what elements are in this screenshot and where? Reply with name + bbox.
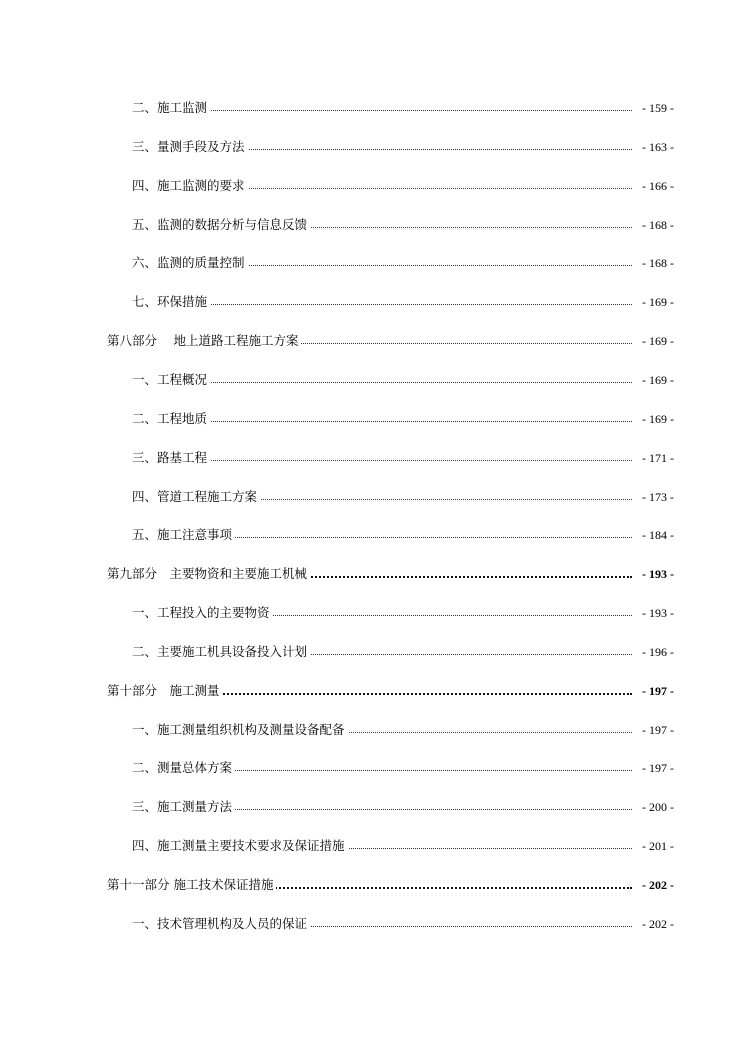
toc-entry-page-number: - 202 - (641, 913, 674, 935)
toc-entry-title: 四、管道工程施工方案 (132, 486, 260, 508)
toc-entry-page-number: - 196 - (641, 641, 674, 663)
toc-entry-page-number: - 193 - (641, 602, 674, 624)
toc-entry-title: 一、施工测量组织机构及测量设备配备 (132, 719, 348, 741)
toc-entry[interactable] (0, 641, 744, 663)
toc-entry[interactable] (0, 408, 744, 430)
toc-entry-title: 第十一部分 施工技术保证措施 (107, 874, 276, 896)
toc-entry-title: 第十部分 施工测量 (107, 680, 223, 702)
toc-entry-title: 五、监测的数据分析与信息反馈 (132, 214, 310, 236)
toc-entry-page-number: - 173 - (641, 486, 674, 508)
toc-entry[interactable] (0, 486, 744, 508)
toc-entry-page-number: - 202 - (641, 874, 674, 896)
toc-entry-title: 二、工程地质 (132, 408, 210, 430)
toc-entry-title: 第八部分 地上道路工程施工方案 (107, 330, 301, 352)
toc-entry[interactable] (0, 524, 744, 546)
toc-leader-dots (200, 265, 632, 266)
toc-entry[interactable] (0, 563, 744, 585)
toc-entry-page-number: - 163 - (641, 136, 674, 158)
toc-entry-title: 四、施工测量主要技术要求及保证措施 (132, 835, 348, 857)
toc-entry[interactable] (0, 680, 744, 702)
toc-leader-dots (200, 537, 632, 538)
toc-entry-title: 三、施工测量方法 (132, 796, 235, 818)
toc-leader-dots (200, 304, 632, 305)
toc-entry-title: 二、主要施工机具设备投入计划 (132, 641, 310, 663)
toc-leader-dots (200, 188, 632, 189)
toc-entry-title: 三、量测手段及方法 (132, 136, 248, 158)
toc-entry[interactable] (0, 757, 744, 779)
toc-entry-page-number: - 169 - (641, 369, 674, 391)
toc-leader-dots (200, 770, 632, 771)
toc-leader-dots (200, 499, 632, 500)
toc-entry-page-number: - 168 - (641, 214, 674, 236)
toc-entry-page-number: - 201 - (641, 835, 674, 857)
toc-entry-title: 一、工程投入的主要物资 (132, 602, 273, 624)
toc-entry[interactable] (0, 796, 744, 818)
toc-entry[interactable] (0, 252, 744, 274)
toc-entry-page-number: - 200 - (641, 796, 674, 818)
toc-entry-page-number: - 184 - (641, 524, 674, 546)
toc-leader-dots (200, 382, 632, 383)
toc-leader-dots (200, 693, 632, 695)
toc-leader-dots (200, 460, 632, 461)
toc-leader-dots (200, 149, 632, 150)
toc-entry-title: 一、工程概况 (132, 369, 210, 391)
toc-entry-title: 五、施工注意事项 (132, 524, 235, 546)
toc-entry[interactable] (0, 136, 744, 158)
toc-leader-dots (200, 809, 632, 810)
toc-entry-title: 七、环保措施 (132, 291, 210, 313)
toc-entry-title: 六、监测的质量控制 (132, 252, 248, 274)
toc-entry-page-number: - 159 - (641, 97, 674, 119)
toc-entry-title: 二、施工监测 (132, 97, 210, 119)
toc-entry-title: 二、测量总体方案 (132, 757, 235, 779)
toc-entry-page-number: - 169 - (641, 408, 674, 430)
toc-entry-page-number: - 169 - (641, 330, 674, 352)
toc-entry[interactable] (0, 602, 744, 624)
toc-entry[interactable] (0, 719, 744, 741)
toc-entry-page-number: - 197 - (641, 719, 674, 741)
toc-entry-page-number: - 197 - (641, 757, 674, 779)
toc-entry[interactable] (0, 175, 744, 197)
toc-entry[interactable] (0, 97, 744, 119)
toc-entry[interactable] (0, 913, 744, 935)
toc-entry[interactable] (0, 291, 744, 313)
toc-entry[interactable] (0, 330, 744, 352)
toc-entry-page-number: - 197 - (641, 680, 674, 702)
toc-entry-page-number: - 171 - (641, 447, 674, 469)
toc-entry[interactable] (0, 369, 744, 391)
toc-entry-title: 四、施工监测的要求 (132, 175, 248, 197)
toc-entry-title: 三、路基工程 (132, 447, 210, 469)
toc-leader-dots (200, 421, 632, 422)
toc-entry-page-number: - 169 - (641, 291, 674, 313)
toc-entry-page-number: - 168 - (641, 252, 674, 274)
toc-entry[interactable] (0, 447, 744, 469)
toc-entry[interactable] (0, 214, 744, 236)
toc-entry-title: 第九部分 主要物资和主要施工机械 (107, 563, 310, 585)
toc-entry[interactable] (0, 835, 744, 857)
toc-entry-page-number: - 193 - (641, 563, 674, 585)
toc-leader-dots (200, 110, 632, 111)
toc-entry-title: 一、技术管理机构及人员的保证 (132, 913, 310, 935)
toc-entry[interactable] (0, 874, 744, 896)
toc-entry-page-number: - 166 - (641, 175, 674, 197)
